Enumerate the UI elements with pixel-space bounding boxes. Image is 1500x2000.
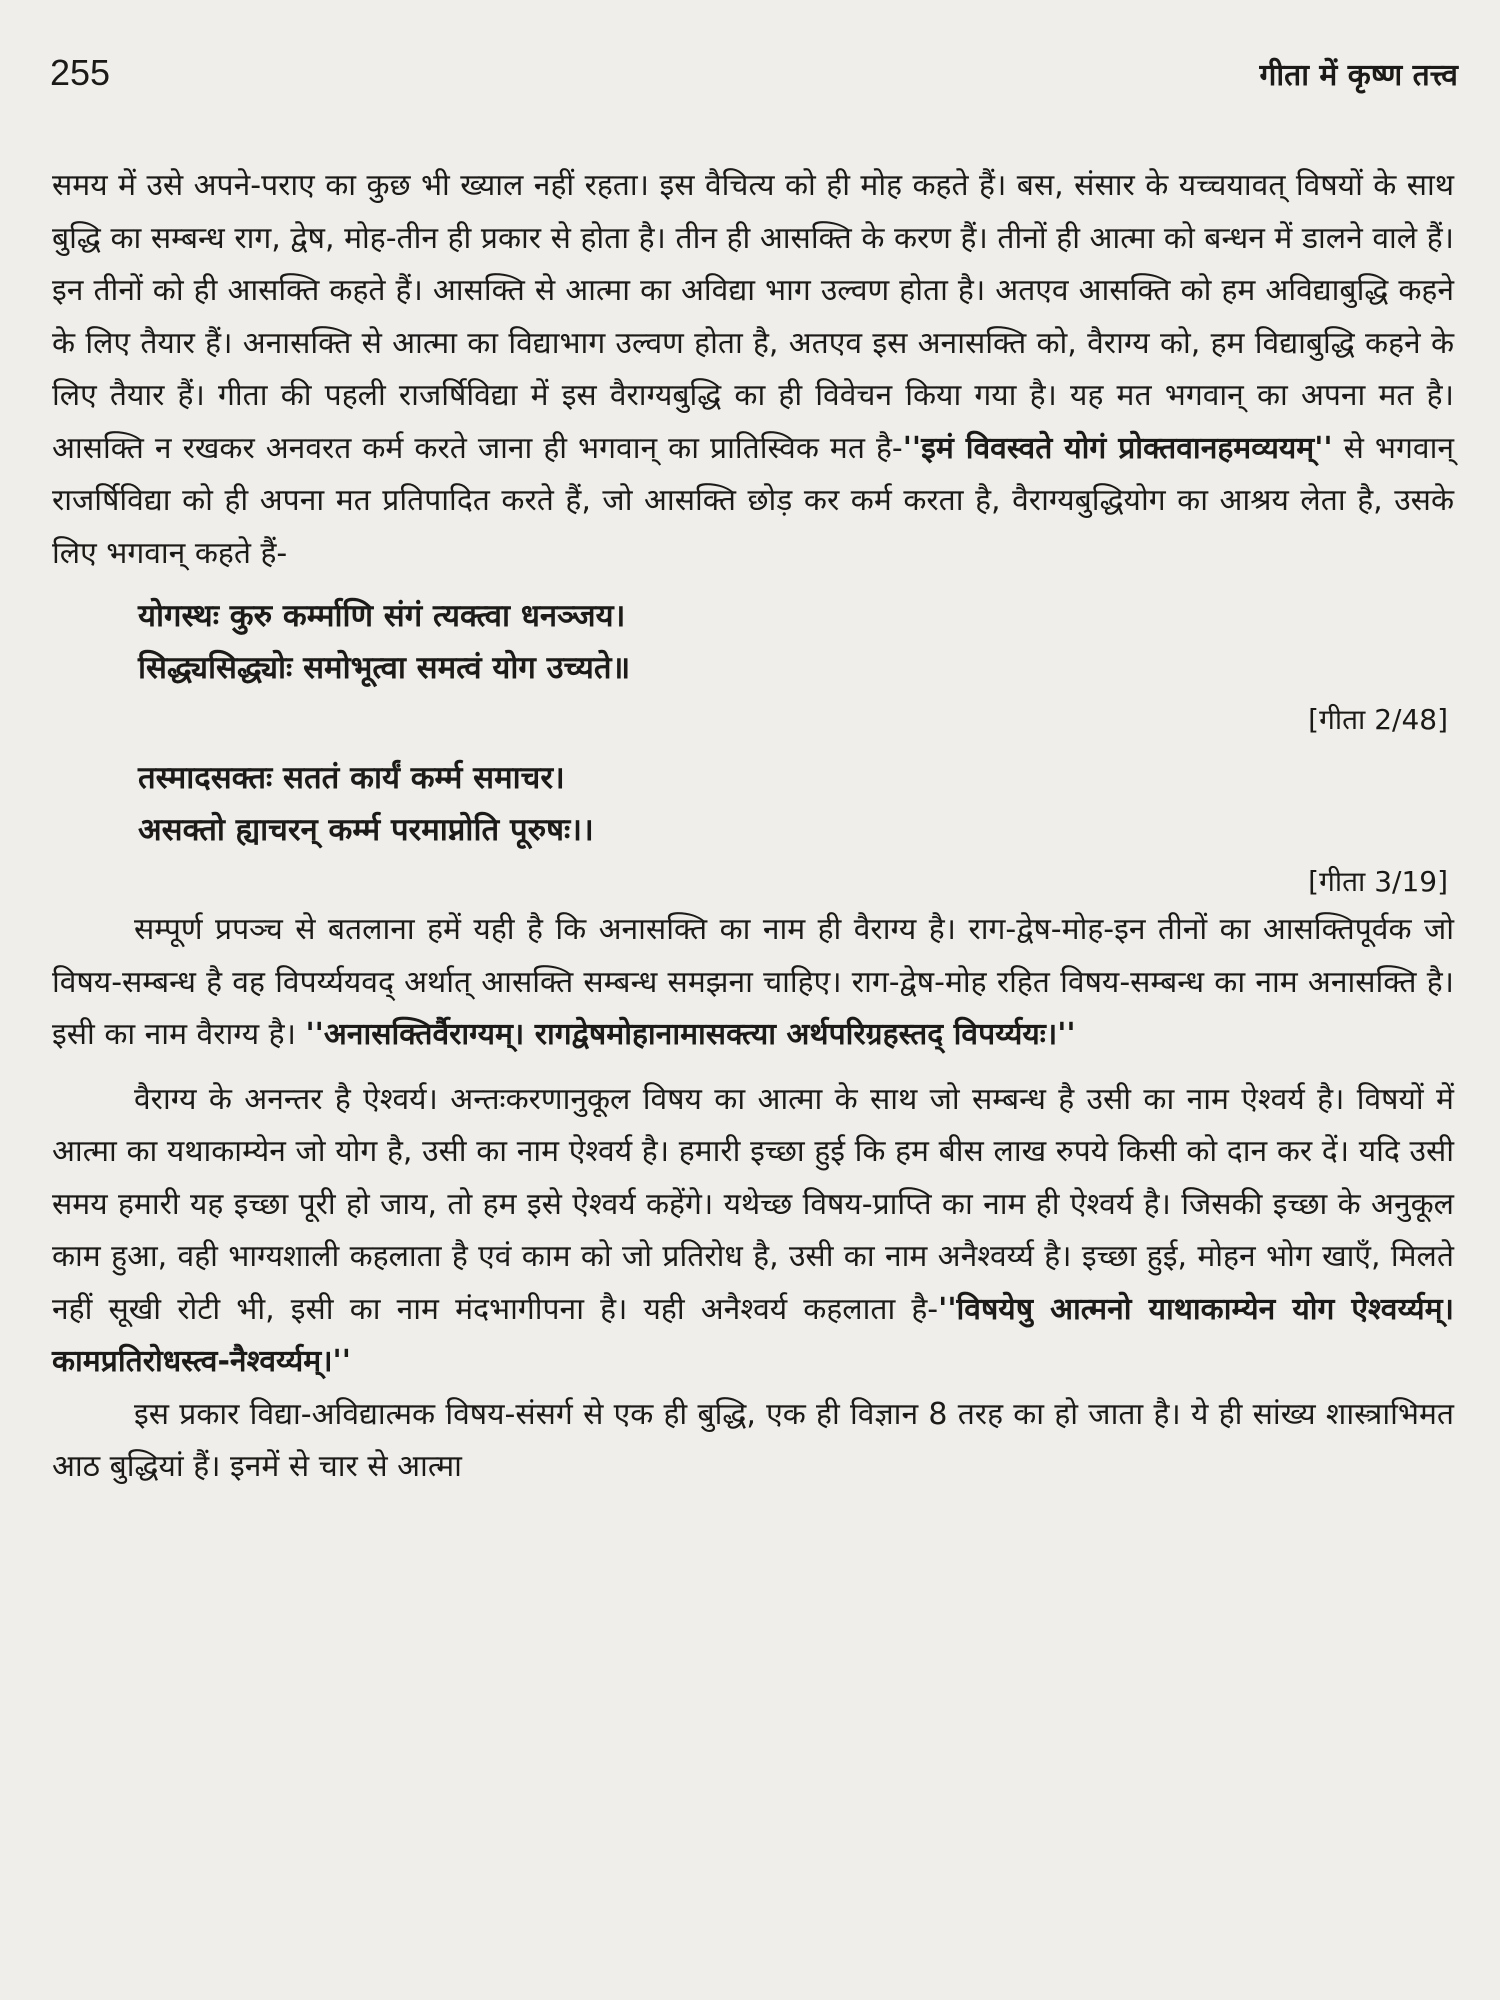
paragraph-2 xyxy=(52,904,1454,1062)
paragraph-2-quote: ''अनासक्तिर्वैराग्यम्। रागद्वेषमोहानामासक्त्या अर्थपरिग्रहस्तद् विपर्य्ययः।'' xyxy=(305,1017,1076,1052)
verse-1-reference: [गीता 2/48] xyxy=(1308,703,1448,736)
paragraph-1 xyxy=(52,160,1454,580)
verse-2-line-1: तस्मादसक्तः सततं कार्यं कर्म्म समाचर। xyxy=(138,760,565,796)
page-header xyxy=(50,52,1458,94)
running-title: गीता में कृष्ण तत्त्व xyxy=(1259,58,1458,93)
paragraph-4 xyxy=(52,1389,1454,1494)
paragraph-3-text: वैराग्य के अनन्तर है ऐश्वर्य। अन्तःकरणानुकूल विषय का आत्मा के साथ जो सम्बन्ध है उसी का नाम ऐश्वर्य है। विषयों में आत्मा का यथाकाम्येन जो योग है, उसी का नाम ऐश्वर्य है। हमारी इच्छा हुई कि हम बीस लाख रुपये किसी को दान कर दें। यदि उसी समय हमारी यह इच्छा पूरी हो जाय, तो हम इसे ऐश्वर्य कहेंगे। यथेच्छ विषय-प्राप्ति का नाम ही ऐश्वर्य है। जिसकी इच्छा के अनुकूल काम हुआ, वही भाग्यशाली कहलाता है एवं काम को जो प्रतिरोध है, उसी का नाम अनैश्वर्य्य है। इच्छा हुई, मोहन भोग खाएँ, मिलते नहीं सूखी रोटी भी, इसी का नाम मंदभागीपना है। यही अनैश्वर्य कहलाता है- xyxy=(52,1081,1454,1327)
paragraph-4-text: इस प्रकार विद्या-अविद्यात्मक विषय-संसर्ग से एक ही बुद्धि, एक ही विज्ञान 8 तरह का हो जाता है। ये ही सांख्य शास्त्राभिमत आठ बुद्धियां हैं। इनमें से चार से आत्मा xyxy=(52,1396,1454,1484)
verse-2-reference: [गीता 3/19] xyxy=(1308,865,1448,898)
paragraph-2-text: सम्पूर्ण प्रपञ्च से बतलाना हमें यही है कि अनासक्ति का नाम ही वैराग्य है। राग-द्वेष-मोह-इन तीनों का आसक्तिपूर्वक जो विषय-सम्बन्ध है वह विपर्य्ययवद् अर्थात् आसक्ति सम्बन्ध समझना चाहिए। राग-द्वेष-मोह रहित विषय-सम्बन्ध का नाम अनासक्ति है। इसी का नाम वैराग्य है। xyxy=(52,912,1454,1052)
page-body xyxy=(52,160,1454,1494)
page-number: 255 xyxy=(50,52,111,93)
verse-1-line-1: योगस्थः कुरु कर्म्माणि संगं त्यक्त्वा धनञ्जय। xyxy=(138,598,626,634)
paragraph-3-quote: ''विषयेषु आत्मनो याथाकाम्येन योग ऐश्वर्य्यम्। कामप्रतिरोधस्त्व-नैश्वर्य्यम्।'' xyxy=(52,1291,1454,1379)
verse-2-line-2: असक्तो ह्याचरन् कर्म्म परमाप्नोति पूरुषः।। xyxy=(138,812,594,848)
paragraph-1-quote: ''इमं विवस्वते योगं प्रोक्तवानहमव्ययम्'' xyxy=(902,430,1333,466)
paragraph-1-text: समय में उसे अपने-पराए का कुछ भी ख्याल नहीं रहता। इस वैचित्य को ही मोह कहते हैं। बस, संसार के यच्चयावत् विषयों के साथ बुद्धि का सम्बन्ध राग, द्वेष, मोह-तीन ही प्रकार से होता है। तीन ही आसक्ति के करण हैं। तीनों ही आत्मा को बन्धन में डालने वाले हैं। इन तीनों को ही आसक्ति कहते हैं। आसक्ति से आत्मा का अविद्या भाग उल्वण होता है। अतएव आसक्ति को हम अविद्याबुद्धि कहने के लिए तैयार हैं। अनासक्ति से आत्मा का विद्याभाग उल्वण होता है, अतएव इस अनासक्ति को, वैराग्य को, हम विद्याबुद्धि कहने के लिए तैयार हैं। गीता की पहली राजर्षिविद्या में इस वैराग्यबुद्धि का ही विवेचन किया गया है। यह मत भगवान् का अपना मत है। आसक्ति न रखकर अनवरत कर्म करते जाना ही भगवान् का प्रातिस्विक मत है- xyxy=(52,168,1454,466)
verse-block-1 xyxy=(138,590,1454,694)
paragraph-1-text-after: से भगवान् राजर्षिविद्या को ही अपना मत प्रतिपादित करते हैं, जो आसक्ति छोड़ कर कर्म करता है, वैराग्यबुद्धियोग का आश्रय लेता है, उसके लिए भगवान् कहते हैं- xyxy=(52,430,1455,571)
paragraph-gap xyxy=(52,1062,1454,1074)
paragraph-3 xyxy=(52,1074,1454,1389)
verse-1-line-2: सिद्ध्यसिद्ध्योः समोभूत्वा समत्वं योग उच्यते॥ xyxy=(138,650,631,686)
verse-block-2 xyxy=(138,752,1454,856)
